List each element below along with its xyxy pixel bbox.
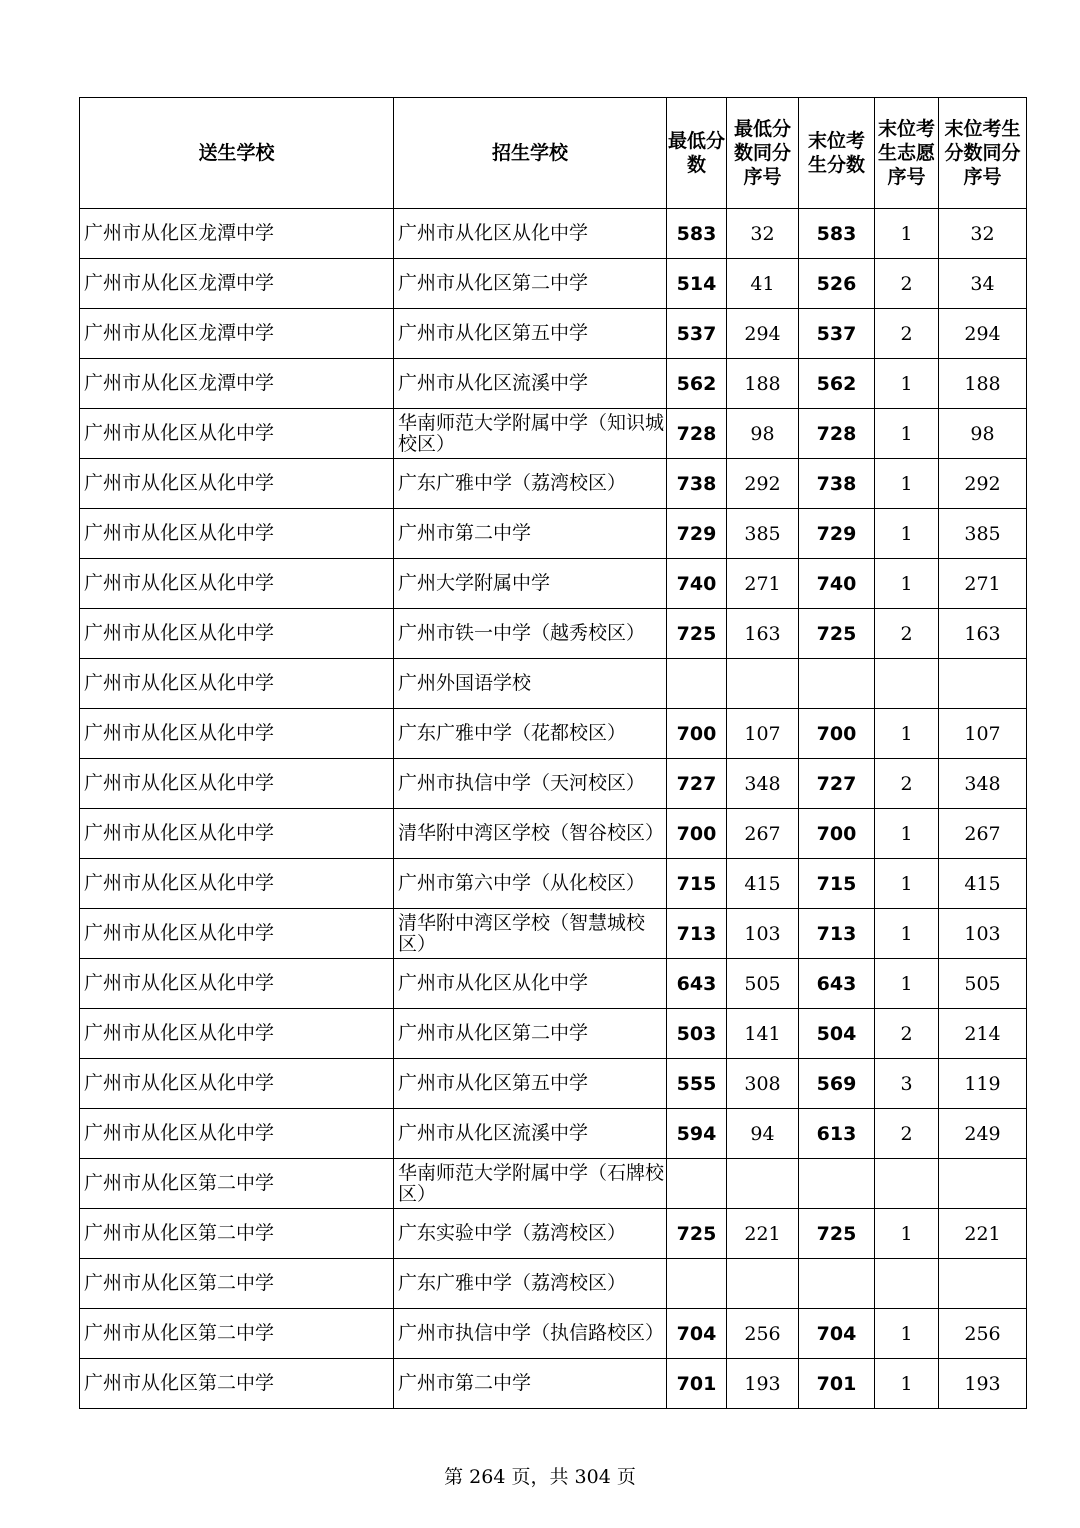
cell-last-score-rank: 249 [939,1109,1027,1159]
cell-last-score-rank [939,1259,1027,1309]
cell-last-score-rank: 107 [939,709,1027,759]
cell-sending-school: 广州市从化区龙潭中学 [80,259,394,309]
cell-last-score: 643 [799,959,875,1009]
cell-min-score: 701 [667,1359,727,1409]
table-row [80,309,1027,359]
cell-last-score: 725 [799,1209,875,1259]
cell-last-choice-order: 1 [875,359,939,409]
cell-last-choice-order: 2 [875,259,939,309]
table-row [80,809,1027,859]
header-last-choice-order: 末位考生志愿序号 [875,98,939,209]
cell-last-score: 700 [799,709,875,759]
cell-admitting-school: 广州市第六中学（从化校区） [394,859,667,909]
cell-min-score: 537 [667,309,727,359]
cell-last-score-rank: 34 [939,259,1027,309]
table-row [80,559,1027,609]
cell-admitting-school: 清华附中湾区学校（智慧城校区） [394,909,667,959]
cell-admitting-school: 广州市从化区第二中学 [394,259,667,309]
cell-last-score [799,1259,875,1309]
cell-min-score-rank: 103 [727,909,799,959]
cell-last-score-rank: 267 [939,809,1027,859]
cell-last-score-rank: 221 [939,1209,1027,1259]
header-sending-school: 送生学校 [80,98,394,209]
cell-min-score: 503 [667,1009,727,1059]
cell-min-score-rank: 141 [727,1009,799,1059]
cell-min-score [667,659,727,709]
cell-min-score [667,1159,727,1209]
cell-last-score: 583 [799,209,875,259]
header-min-score: 最低分数 [667,98,727,209]
cell-min-score: 562 [667,359,727,409]
table-row [80,259,1027,309]
cell-min-score: 514 [667,259,727,309]
cell-last-choice-order: 2 [875,759,939,809]
cell-last-choice-order: 1 [875,459,939,509]
cell-sending-school: 广州市从化区第二中学 [80,1259,394,1309]
cell-min-score-rank: 193 [727,1359,799,1409]
cell-min-score-rank: 505 [727,959,799,1009]
cell-min-score-rank [727,659,799,709]
cell-min-score: 594 [667,1109,727,1159]
cell-admitting-school: 广州市从化区第二中学 [394,1009,667,1059]
table-row [80,909,1027,959]
cell-sending-school: 广州市从化区从化中学 [80,1059,394,1109]
cell-admitting-school: 广州市执信中学（执信路校区） [394,1309,667,1359]
cell-sending-school: 广州市从化区从化中学 [80,909,394,959]
cell-last-score-rank: 385 [939,509,1027,559]
table-row [80,1109,1027,1159]
cell-last-score: 738 [799,459,875,509]
cell-admitting-school: 广东广雅中学（荔湾校区） [394,459,667,509]
cell-last-choice-order: 1 [875,1359,939,1409]
cell-last-score-rank: 505 [939,959,1027,1009]
cell-last-score-rank [939,659,1027,709]
header-last-score: 末位考生分数 [799,98,875,209]
table-row [80,509,1027,559]
cell-min-score: 729 [667,509,727,559]
cell-last-score-rank: 188 [939,359,1027,409]
cell-sending-school: 广州市从化区龙潭中学 [80,359,394,409]
cell-last-score-rank: 119 [939,1059,1027,1109]
table-row [80,1209,1027,1259]
cell-last-score: 725 [799,609,875,659]
cell-last-score-rank: 292 [939,459,1027,509]
cell-last-score: 569 [799,1059,875,1109]
cell-sending-school: 广州市从化区从化中学 [80,459,394,509]
cell-last-score-rank: 98 [939,409,1027,459]
cell-min-score-rank: 107 [727,709,799,759]
cell-sending-school: 广州市从化区龙潭中学 [80,209,394,259]
cell-admitting-school: 广州市铁一中学（越秀校区） [394,609,667,659]
cell-last-score: 715 [799,859,875,909]
cell-admitting-school: 广州市执信中学（天河校区） [394,759,667,809]
cell-min-score-rank [727,1259,799,1309]
cell-sending-school: 广州市从化区第二中学 [80,1209,394,1259]
table-body [80,209,1027,1409]
cell-last-score-rank: 256 [939,1309,1027,1359]
cell-last-score: 562 [799,359,875,409]
cell-last-choice-order: 2 [875,1009,939,1059]
table-row [80,359,1027,409]
cell-admitting-school: 华南师范大学附属中学（石牌校区） [394,1159,667,1209]
table-row [80,759,1027,809]
cell-last-score-rank: 348 [939,759,1027,809]
cell-last-score: 504 [799,1009,875,1059]
cell-min-score-rank: 32 [727,209,799,259]
cell-min-score-rank: 308 [727,1059,799,1109]
cell-admitting-school: 广州市从化区流溪中学 [394,359,667,409]
cell-min-score: 713 [667,909,727,959]
table-row [80,1359,1027,1409]
table-row [80,1259,1027,1309]
cell-admitting-school: 广州市第二中学 [394,509,667,559]
cell-sending-school: 广州市从化区从化中学 [80,659,394,709]
cell-last-score: 526 [799,259,875,309]
cell-last-choice-order: 1 [875,859,939,909]
cell-min-score: 704 [667,1309,727,1359]
table-row [80,1009,1027,1059]
cell-min-score-rank: 256 [727,1309,799,1359]
cell-last-choice-order: 1 [875,509,939,559]
table-row [80,1309,1027,1359]
cell-min-score: 700 [667,709,727,759]
cell-last-choice-order: 1 [875,909,939,959]
cell-min-score-rank [727,1159,799,1209]
cell-last-score: 704 [799,1309,875,1359]
cell-sending-school: 广州市从化区第二中学 [80,1309,394,1359]
cell-admitting-school: 广东实验中学（荔湾校区） [394,1209,667,1259]
cell-min-score: 738 [667,459,727,509]
cell-min-score: 727 [667,759,727,809]
cell-last-score: 713 [799,909,875,959]
cell-last-choice-order: 1 [875,1209,939,1259]
cell-sending-school: 广州市从化区从化中学 [80,509,394,559]
cell-sending-school: 广州市从化区从化中学 [80,409,394,459]
cell-admitting-school: 广州市从化区从化中学 [394,959,667,1009]
cell-last-choice-order: 2 [875,309,939,359]
cell-last-choice-order: 1 [875,209,939,259]
table-row [80,959,1027,1009]
cell-last-score: 701 [799,1359,875,1409]
cell-last-choice-order: 1 [875,559,939,609]
cell-admitting-school: 广州外国语学校 [394,659,667,709]
cell-sending-school: 广州市从化区从化中学 [80,1109,394,1159]
cell-last-score [799,1159,875,1209]
cell-sending-school: 广州市从化区从化中学 [80,709,394,759]
header-min-score-rank: 最低分数同分序号 [727,98,799,209]
cell-min-score-rank: 267 [727,809,799,859]
cell-last-score-rank: 294 [939,309,1027,359]
cell-admitting-school: 广州大学附属中学 [394,559,667,609]
cell-last-score-rank: 32 [939,209,1027,259]
cell-last-choice-order: 1 [875,1309,939,1359]
cell-sending-school: 广州市从化区从化中学 [80,559,394,609]
cell-last-score: 613 [799,1109,875,1159]
cell-min-score-rank: 271 [727,559,799,609]
cell-min-score: 725 [667,609,727,659]
cell-admitting-school: 广东广雅中学（花都校区） [394,709,667,759]
cell-min-score-rank: 188 [727,359,799,409]
header-last-score-rank: 末位考生分数同分序号 [939,98,1027,209]
table-row [80,1159,1027,1209]
cell-last-score-rank: 163 [939,609,1027,659]
admission-score-table [79,97,1027,1409]
cell-admitting-school: 广州市从化区流溪中学 [394,1109,667,1159]
cell-min-score: 715 [667,859,727,909]
cell-min-score-rank: 294 [727,309,799,359]
table-header-row [80,98,1027,209]
cell-min-score-rank: 163 [727,609,799,659]
cell-last-score: 740 [799,559,875,609]
cell-last-score-rank: 193 [939,1359,1027,1409]
cell-last-score-rank: 214 [939,1009,1027,1059]
cell-admitting-school: 广东广雅中学（荔湾校区） [394,1259,667,1309]
cell-last-choice-order: 1 [875,809,939,859]
cell-last-choice-order [875,1259,939,1309]
cell-sending-school: 广州市从化区从化中学 [80,859,394,909]
cell-sending-school: 广州市从化区从化中学 [80,759,394,809]
cell-last-score: 537 [799,309,875,359]
table-row [80,409,1027,459]
cell-min-score-rank: 415 [727,859,799,909]
cell-min-score: 740 [667,559,727,609]
cell-last-choice-order: 1 [875,959,939,1009]
cell-last-score: 727 [799,759,875,809]
cell-min-score-rank: 221 [727,1209,799,1259]
table-row [80,459,1027,509]
table-row [80,609,1027,659]
cell-last-choice-order [875,659,939,709]
cell-sending-school: 广州市从化区第二中学 [80,1359,394,1409]
cell-min-score: 700 [667,809,727,859]
cell-min-score: 643 [667,959,727,1009]
table-row [80,1059,1027,1109]
page-number: 第 264 页，共 304 页 [444,1466,636,1488]
table-row [80,209,1027,259]
cell-last-score-rank: 271 [939,559,1027,609]
cell-min-score [667,1259,727,1309]
cell-last-choice-order: 3 [875,1059,939,1109]
cell-last-choice-order: 1 [875,409,939,459]
cell-last-score-rank [939,1159,1027,1209]
table-row [80,659,1027,709]
cell-last-score [799,659,875,709]
cell-last-choice-order [875,1159,939,1209]
cell-min-score: 555 [667,1059,727,1109]
cell-min-score-rank: 98 [727,409,799,459]
cell-admitting-school: 华南师范大学附属中学（知识城校区） [394,409,667,459]
cell-last-score-rank: 103 [939,909,1027,959]
cell-last-score: 728 [799,409,875,459]
cell-admitting-school: 广州市从化区从化中学 [394,209,667,259]
cell-last-score-rank: 415 [939,859,1027,909]
cell-sending-school: 广州市从化区第二中学 [80,1159,394,1209]
cell-min-score: 583 [667,209,727,259]
cell-sending-school: 广州市从化区龙潭中学 [80,309,394,359]
cell-min-score: 728 [667,409,727,459]
cell-sending-school: 广州市从化区从化中学 [80,959,394,1009]
cell-min-score-rank: 292 [727,459,799,509]
cell-min-score-rank: 385 [727,509,799,559]
cell-last-choice-order: 2 [875,609,939,659]
cell-sending-school: 广州市从化区从化中学 [80,1009,394,1059]
cell-min-score-rank: 94 [727,1109,799,1159]
cell-admitting-school: 广州市第二中学 [394,1359,667,1409]
cell-last-score: 700 [799,809,875,859]
table-row [80,859,1027,909]
header-admitting-school: 招生学校 [394,98,667,209]
cell-min-score: 725 [667,1209,727,1259]
cell-min-score-rank: 348 [727,759,799,809]
cell-last-choice-order: 2 [875,1109,939,1159]
cell-admitting-school: 广州市从化区第五中学 [394,1059,667,1109]
cell-sending-school: 广州市从化区从化中学 [80,609,394,659]
cell-sending-school: 广州市从化区从化中学 [80,809,394,859]
cell-admitting-school: 清华附中湾区学校（智谷校区） [394,809,667,859]
cell-last-score: 729 [799,509,875,559]
cell-last-choice-order: 1 [875,709,939,759]
cell-admitting-school: 广州市从化区第五中学 [394,309,667,359]
table-row [80,709,1027,759]
cell-min-score-rank: 41 [727,259,799,309]
